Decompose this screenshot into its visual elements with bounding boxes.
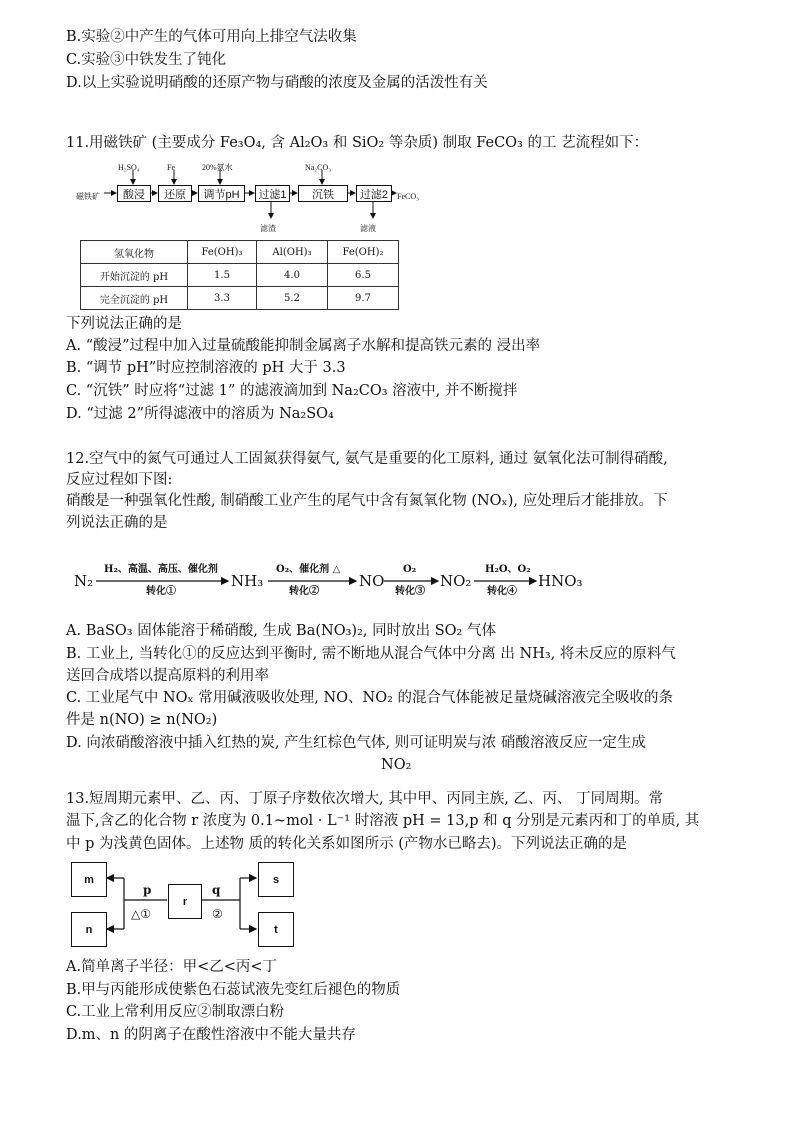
q10-option-b: B.实验②中产生的气体可用向上排空气法收集 <box>66 29 357 45</box>
reagent-fe: Fe <box>167 163 175 172</box>
q12-option-b-2: 送回合成塔以提高原料的利用率 <box>66 668 269 684</box>
table-cell: 5.2 <box>257 287 328 310</box>
q13-stem-3: 中 p 为浅黄色固体。上述物 质的转化关系如图所示 (产物水已略去)。下列说法正确的是 <box>66 836 628 852</box>
q12-stem-1: 12.空气中的氮气可通过人工固氮获得氨气, 氨气是重要的化工原料, 通过 氨氧化法可制得硝酸, <box>66 451 668 467</box>
species-nh3: NH₃ <box>231 572 264 590</box>
q13-stem-1: 13.短周期元素甲、乙、丙、丁原子序数依次增大, 其中甲、丙同主族, 乙、丙、 丁同周期。常 <box>66 791 664 807</box>
condition-1: H₂、高温、高压、催化剂 <box>104 564 218 575</box>
reagent-ammonia: 20%氨水 <box>202 163 233 172</box>
step-filter-2: 过滤2 <box>356 185 392 202</box>
q12-option-a: A. BaSO₃ 固体能溶于稀硝酸, 生成 Ba(NO₃)₂, 同时放出 SO₂ 气体 <box>66 623 496 639</box>
condition-2: ② <box>212 907 223 921</box>
table-cell: 4.0 <box>257 264 328 287</box>
table-cell: 开始沉淀的 pH <box>81 264 188 287</box>
q13-option-c: C.工业上常利用反应②制取漂白粉 <box>66 1004 285 1020</box>
flow-arrows <box>0 0 794 240</box>
step-filter-1: 过滤1 <box>255 185 290 202</box>
species-hno3: HNO₃ <box>538 572 583 590</box>
q13-option-d: D.m、n 的阴离子在酸性溶液中不能大量共存 <box>66 1027 356 1043</box>
q12-option-d-1: D. 向浓硝酸溶液中插入红热的炭, 产生红棕色气体, 则可证明炭与浓 硝酸溶液反应一定生成 <box>66 735 646 751</box>
q12-stem-2: 反应过程如下图: <box>66 472 173 488</box>
condition-4: H₂O、O₂ <box>485 564 531 575</box>
table-row <box>81 264 399 287</box>
step-adjust-ph: 调节pH <box>198 185 245 202</box>
hydroxide-ph-table <box>80 240 399 310</box>
box-m: m <box>71 862 107 897</box>
q12-option-b-1: B. 工业上, 当转化①的反应达到平衡时, 需不断地从混合气体中分离 出 NH₃, 将未反应的原料气 <box>66 646 676 662</box>
q13-option-a: A.简单离子半径：甲<乙<丙<丁 <box>66 959 278 975</box>
table-header: 氢氧化物 <box>81 241 188 264</box>
table-header: Fe(OH)₂ <box>328 241 399 264</box>
q11-option-c: C. “沉铁” 时应将“过滤 1” 的滤液滴加到 Na₂CO₃ 溶液中, 并不断搅拌 <box>66 383 518 399</box>
q12-stem-3: 硝酸是一种强氧化性酸, 制硝酸工业产生的尾气中含有氮氧化物 (NOₓ), 应处理后才能排放。下 <box>66 493 668 509</box>
table-header: Fe(OH)₃ <box>188 241 257 264</box>
table-cell: 1.5 <box>188 264 257 287</box>
label-4: 转化④ <box>487 586 517 597</box>
table-cell: 6.5 <box>328 264 399 287</box>
flow-start: 磁铁矿 <box>76 192 100 201</box>
diagram-arrows <box>0 860 320 950</box>
q11-question: 下列说法正确的是 <box>66 316 182 332</box>
box-t: t <box>258 912 294 947</box>
table-header: Al(OH)₃ <box>257 241 328 264</box>
reagent-na2co3: Na₂CO₃ <box>305 163 332 172</box>
label-1: 转化① <box>146 586 176 597</box>
q10-option-c: C.实验③中铁发生了钝化 <box>66 52 227 68</box>
output-residue: 滤渣 <box>260 224 276 233</box>
table-row <box>81 287 399 310</box>
q11-stem: 11.用磁铁矿 (主要成分 Fe₃O₄, 含 Al₂O₃ 和 SiO₂ 等杂质) 制取 FeCO₃ 的工 艺流程如下： <box>66 135 649 151</box>
species-no: NO <box>359 572 385 590</box>
label-q: q <box>212 883 221 897</box>
step-precipitate-iron: 沉铁 <box>298 185 348 202</box>
table-cell: 完全沉淀的 pH <box>81 287 188 310</box>
q12-option-c-2: 件是 n(NO) ≥ n(NO₂) <box>66 712 218 728</box>
box-n: n <box>71 912 107 947</box>
box-r: r <box>168 884 202 919</box>
q12-stem-4: 列说法正确的是 <box>66 515 168 531</box>
flow-end: FeCO₃ <box>397 192 419 201</box>
q12-option-d-2: NO₂ <box>381 757 412 773</box>
species-no2: NO₂ <box>440 572 472 590</box>
q13-option-b: B.甲与丙能形成使紫色石蕊试液先变红后褪色的物质 <box>66 982 401 998</box>
q11-option-b: B. “调节 pH”时应控制溶液的 pH 大于 3.3 <box>66 360 346 376</box>
condition-3: O₂ <box>403 564 417 575</box>
q11-option-d: D. “过滤 2”所得滤液中的溶质为 Na₂SO₄ <box>66 406 334 422</box>
condition-1: △① <box>131 907 151 921</box>
reagent-h2so4: H₂SO₄ <box>118 163 140 172</box>
q13-stem-2: 温下,含乙的化合物 r 浓度为 0.1~mol · L⁻¹ 时溶液 pH = 13,p 和 q 分别是元素丙和丁的单质, 其 <box>66 813 700 829</box>
q11-option-a: A. “酸浸”过程中加入过量硫酸能抑制金属离子水解和提高铁元素的 浸出率 <box>66 338 541 354</box>
label-3: 转化③ <box>395 586 425 597</box>
table-cell: 9.7 <box>328 287 399 310</box>
species-n2: N₂ <box>74 572 94 590</box>
label-p: p <box>143 883 152 897</box>
condition-2: O₂、催化剂 △ <box>276 564 341 575</box>
q12-option-c-1: C. 工业尾气中 NOₓ 常用碱液吸收处理, NO、NO₂ 的混合气体能被足量烧碱溶液完全吸收的条 <box>66 690 674 706</box>
box-s: s <box>258 862 294 897</box>
table-header-row <box>81 241 399 264</box>
q10-option-d: D.以上实验说明硝酸的还原产物与硝酸的浓度及金属的活泼性有关 <box>66 75 488 91</box>
table-cell: 3.3 <box>188 287 257 310</box>
label-2: 转化② <box>289 586 319 597</box>
chain-arrows <box>0 560 794 600</box>
step-reduce: 还原 <box>158 185 192 202</box>
output-filtrate: 滤液 <box>360 224 376 233</box>
step-acid-leach: 酸浸 <box>117 185 151 202</box>
